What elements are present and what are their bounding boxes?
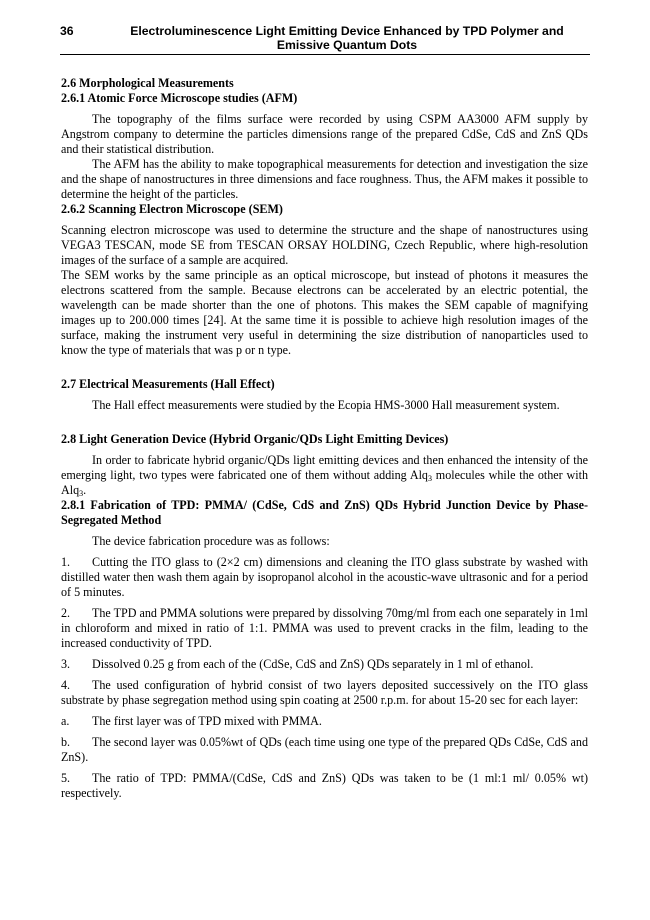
section-heading-2-6: 2.6 Morphological Measurements <box>61 76 234 90</box>
subscript-3: 3 <box>427 474 432 483</box>
page-body <box>61 76 588 801</box>
procedure-item <box>61 735 588 765</box>
subsection-heading-2-8-1: 2.8.1 Fabrication of TPD: PMMA/ (CdSe, CdS and ZnS) QDs Hybrid Junction Device by Phase-Segregated Method <box>61 498 588 527</box>
section-heading-2-7: 2.7 Electrical Measurements (Hall Effect) <box>61 377 275 391</box>
paragraph-procedure-intro: The device fabrication procedure was as follows: <box>92 534 330 548</box>
procedure-item-text: The used configuration of hybrid consist of two layers deposited successively on the ITO glass substrate by phase segregation method using spin coating at 2500 r.p.m. for about 15-20 sec for each layer: <box>61 678 588 707</box>
procedure-item-label: a. <box>61 714 70 728</box>
procedure-item-text: The TPD and PMMA solutions were prepared by dissolving 70mg/ml from each one separately in 1ml in chloroform and mixed in ratio of 1:1. PMMA was used to prevent cracks in the film, leading to the increased conductivity of TPD. <box>61 606 588 650</box>
running-title <box>104 24 590 52</box>
procedure-item <box>61 606 588 651</box>
paragraph-afm-2: The AFM has the ability to make topographical measurements for detection and investigation the size and the shape of nanostructures in three dimensions and face roughness. Thus, the AFM makes it possible to determine the height of the particles. <box>61 157 588 201</box>
subscript-3: 3 <box>79 489 84 498</box>
running-header <box>60 24 590 55</box>
procedure-item-label: 1. <box>61 555 71 569</box>
procedure-item-label: b. <box>61 735 71 749</box>
paragraph-hall: The Hall effect measurements were studied by the Ecopia HMS-3000 Hall measurement system. <box>92 398 560 412</box>
paragraph-afm-1: The topography of the films surface were recorded by using CSPM AA3000 AFM supply by Angstrom company to determine the particles dimensions range of the prepared CdSe, CdS and ZnS QDs and their statistical distribution. <box>61 112 588 156</box>
procedure-item-text: The ratio of TPD: PMMA/(CdSe, CdS and ZnS) QDs was taken to be (1 ml:1 ml/ 0.05% wt) respectively. <box>61 771 588 800</box>
procedure-item <box>61 714 588 729</box>
running-title-line-2: Emissive Quantum Dots <box>276 38 418 52</box>
page-number: 36 <box>60 24 74 38</box>
procedure-item <box>61 771 588 801</box>
procedure-item-text: The second layer was 0.05%wt of QDs (each time using one type of the prepared QDs CdSe, CdS and ZnS). <box>61 735 588 764</box>
procedure-list <box>61 555 588 801</box>
section-heading-2-8: 2.8 Light Generation Device (Hybrid Organic/QDs Light Emitting Devices) <box>61 432 449 446</box>
procedure-item-text: Dissolved 0.25 g from each of the (CdSe, CdS and ZnS) QDs separately in 1 ml of ethanol. <box>92 657 534 671</box>
procedure-item-text: The first layer was of TPD mixed with PMMA. <box>92 714 322 728</box>
subsection-heading-2-6-2: 2.6.2 Scanning Electron Microscope (SEM) <box>61 202 283 216</box>
procedure-item <box>61 678 588 708</box>
procedure-item-label: 4. <box>61 678 71 692</box>
procedure-item <box>61 657 588 672</box>
procedure-item-text: Cutting the ITO glass to (2×2 cm) dimensions and cleaning the ITO glass substrate by washed with distilled water then wash them again by isopropanol alcohol in the acoustic-wave ultrasonic and for a period of 5 minutes. <box>61 555 588 599</box>
procedure-item-label: 2. <box>61 606 71 620</box>
paragraph-light-generation: In order to fabricate hybrid organic/QDs light emitting devices and then enhanced the intensity of the emerging light, two types were fabricated one of them without adding Alq$_3$ molecules while the other with Alq$_3$. <box>61 453 588 498</box>
procedure-item-label: 5. <box>61 771 71 785</box>
subsection-heading-2-6-1: 2.6.1 Atomic Force Microscope studies (AFM) <box>61 91 298 105</box>
running-title-line-1: Electroluminescence Light Emitting Device Enhanced by TPD Polymer and <box>130 24 564 38</box>
paragraph-sem-2: The SEM works by the same principle as an optical microscope, but instead of photons it measures the electrons scattered from the sample. Because electrons can be accelerated by an electric potential, the wavelength can be made shorter than the one of photons. This makes the SEM capable of magnifying images up to 200.000 times [24]. At the same time it is possible to achieve high resolution images of the surface, making the instrument very useful in determining the size distribution of nanoparticles used to know the type of materials that was p or n type. <box>61 268 588 357</box>
paragraph-sem-1: Scanning electron microscope was used to determine the structure and the shape of nanostructures using VEGA3 TESCAN, mode SE from TESCAN ORSAY HOLDING, Czech Republic, where high-resolution images of the surface of a sample are acquired. <box>61 223 588 267</box>
procedure-item-label: 3. <box>61 657 71 671</box>
procedure-item <box>61 555 588 600</box>
